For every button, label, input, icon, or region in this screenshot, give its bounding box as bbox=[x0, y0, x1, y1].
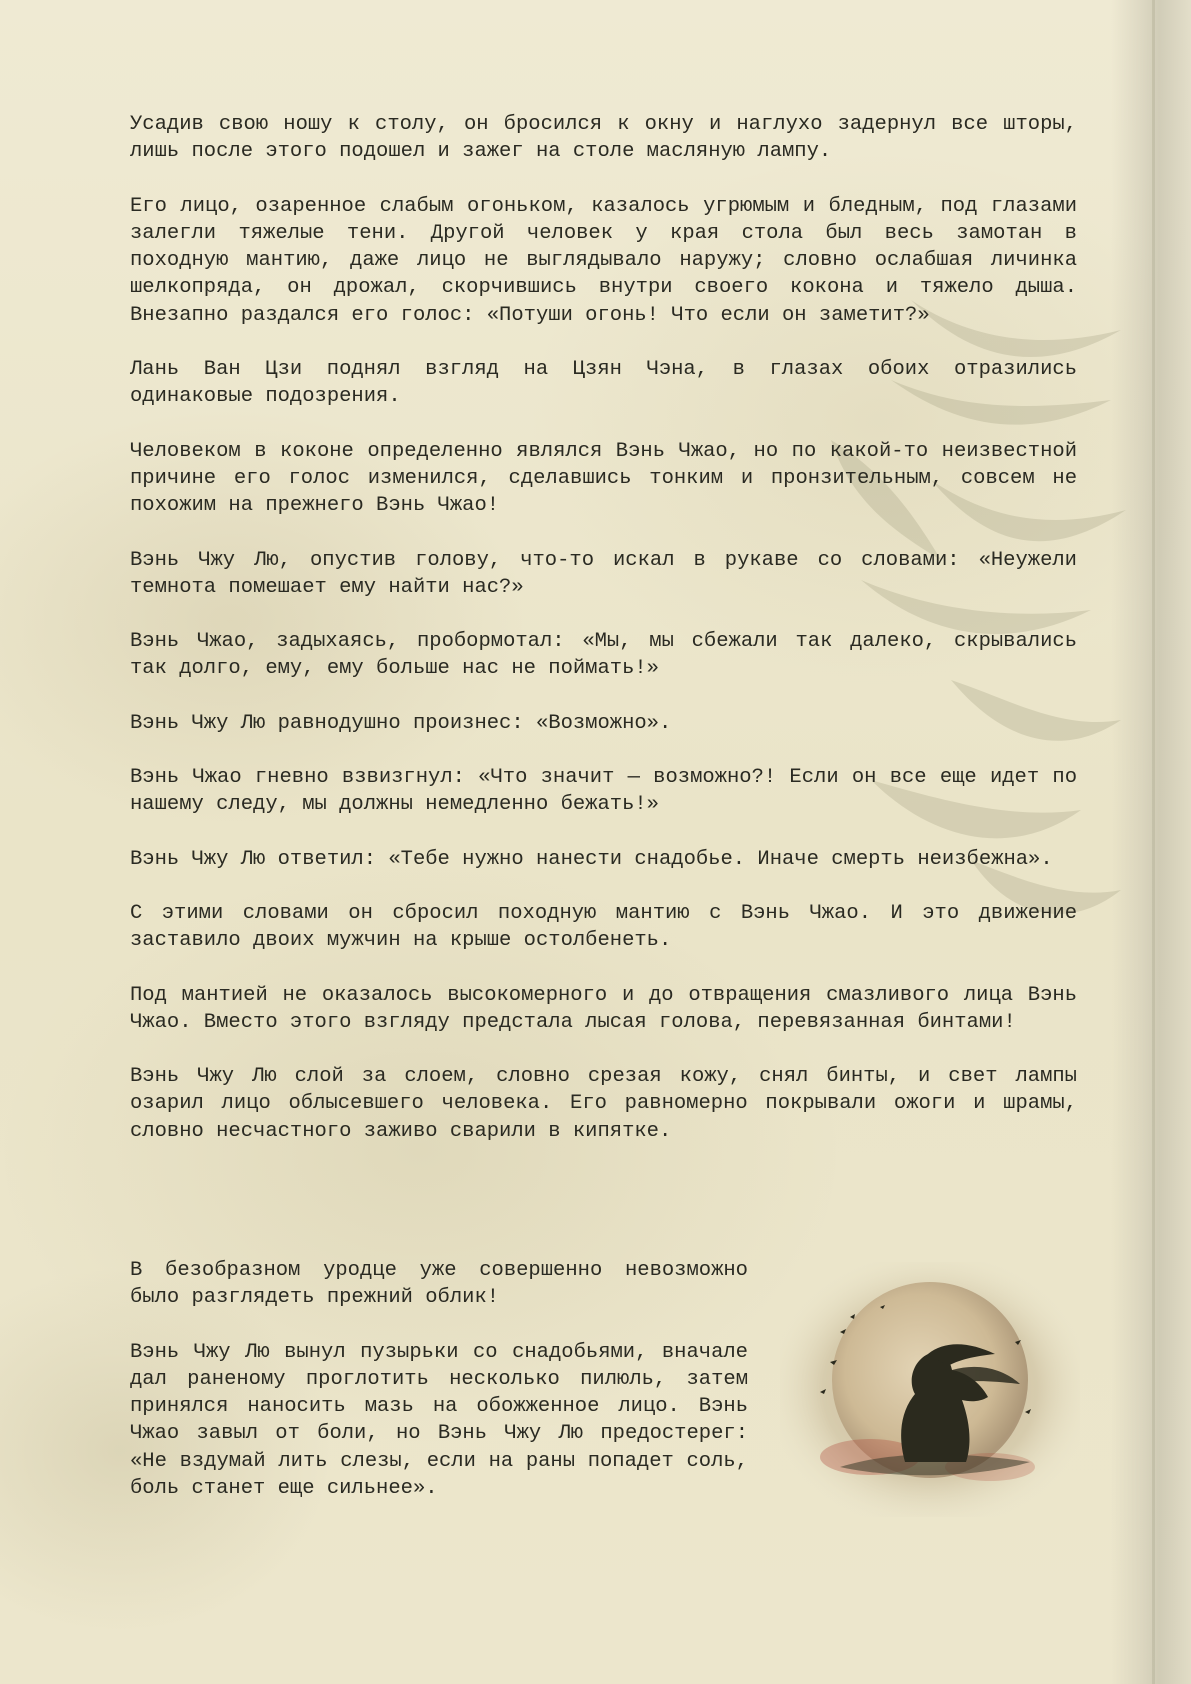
paragraph-3: Лань Ван Цзи поднял взгляд на Цзян Чэна, в глазах обоих отразились одинаковые подозрения. bbox=[130, 358, 1077, 409]
paragraph-6: Вэнь Чжао, задыхаясь, пробормотал: «Мы, мы сбежали так далеко, скрывались так долго, ему, ему больше нас не поймать!» bbox=[130, 630, 1077, 681]
paragraph-4: Человеком в коконе определенно являлся Вэнь Чжао, но по какой-то неизвестной причине его голос изменился, сделавшись тонким и пронзительным, совсем не похожим на прежнего Вэнь Чжао! bbox=[130, 439, 1077, 518]
paragraph-8: Вэнь Чжао гневно взвизгнул: «Что значит — возможно?! Если он все еще идет по нашему следу, мы должны немедленно бежать!» bbox=[130, 766, 1077, 817]
paragraph-5: Вэнь Чжу Лю, опустив голову, что-то искал в рукаве со словами: «Неужели темнота помешает ему найти нас?» bbox=[130, 548, 1077, 599]
decorative-edge-line bbox=[1152, 0, 1155, 1684]
paragraph-1: Усадив свою ношу к столу, он бросился к окну и наглухо задернул все шторы, лишь после этого подошел и зажег на столе масляную лампу. bbox=[130, 113, 1077, 164]
paragraph-12-full-part: Вэнь Чжу Лю слой за слоем, словно срезая кожу, снял бинты, и свет лампы озарил лицо облысевшего человека. Его равномерно покрывали ожоги и шрамы, словно несчастного заживо сварили в кипятке. bbox=[130, 1065, 1077, 1143]
moon-figure-illustration-icon bbox=[780, 1262, 1080, 1517]
paragraph-10: С этими словами он сбросил походную мантию с Вэнь Чжао. И это движение заставило двоих мужчин на крыше остолбенеть. bbox=[130, 901, 1077, 953]
paragraph-7: Вэнь Чжу Лю равнодушно произнес: «Возможно». bbox=[130, 711, 672, 735]
paragraph-2: Его лицо, озаренное слабым огоньком, казалось угрюмым и бледным, под глазами залегли тяжелые тени. Другой человек у края стола был весь замотан в походную мантию, даже лицо не выглядывало наружу; словно ослабшая личинка шелкопряда, он дрожал, скорчившись внутри своего кокона и тяжело дыша. Внезапно раздался его голос: «Потуши огонь! Что если он заметит?» bbox=[130, 194, 1077, 327]
main-text-block bbox=[130, 111, 1077, 1145]
narrow-text-block bbox=[130, 1257, 748, 1529]
paragraph-11: Под мантией не оказалось высокомерного и до отвращения смазливого лица Вэнь Чжао. Вместо этого взгляду предстала лысая голова, перевязанная бинтами! bbox=[130, 983, 1077, 1034]
paragraph-12-narrow-part: В безобразном уродце уже совершенно невозможно было разглядеть прежний облик! bbox=[130, 1259, 748, 1310]
paragraph-9: Вэнь Чжу Лю ответил: «Тебе нужно нанести снадобье. Иначе смерть неизбежна». bbox=[130, 847, 1053, 871]
paragraph-13: Вэнь Чжу Лю вынул пузырьки со снадобьями, вначале дал раненому проглотить несколько пилюль, затем принялся наносить мазь на обожженное лицо. Вэнь Чжао завыл от боли, но Вэнь Чжу Лю предостерег: «Не вздумай лить слезы, если на раны попадет соль, боль станет еще сильнее». bbox=[130, 1340, 748, 1501]
